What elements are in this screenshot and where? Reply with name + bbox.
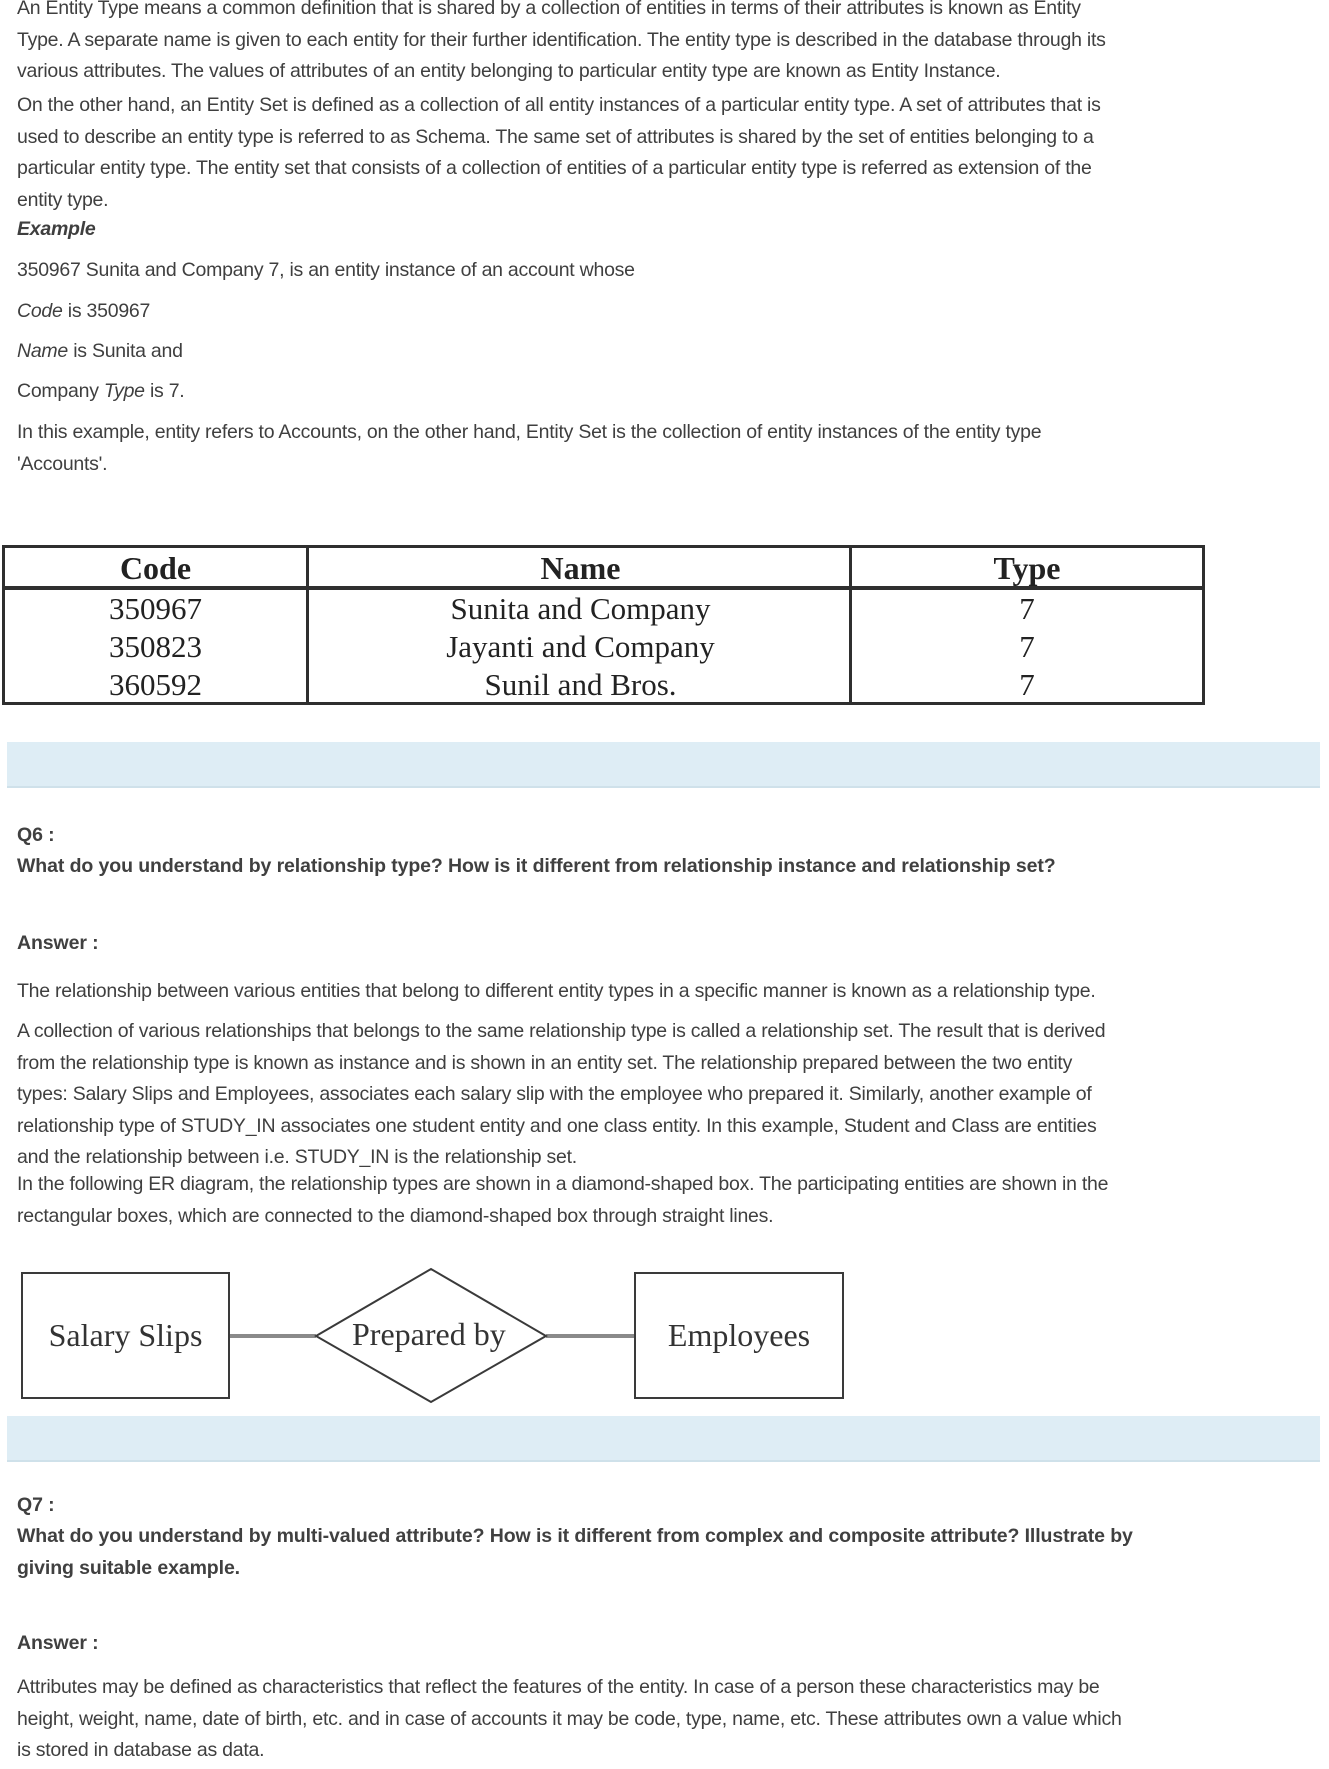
question-7-label: Q7 :: [17, 1494, 55, 1516]
table-cell: 7: [1019, 667, 1035, 702]
column-header-code: Code: [5, 548, 306, 590]
entity-label: Salary Slips: [48, 1317, 203, 1353]
entity-label: Employees: [667, 1317, 811, 1353]
entity-type-paragraph: [17, 0, 1317, 88]
code-value: is 350967: [62, 300, 151, 322]
answer-6-paragraph-2: [17, 1016, 1317, 1174]
example-line: 350967 Sunita and Company 7, is an entity instance of an account whose: [17, 259, 635, 281]
question-6-text: What do you understand by relationship type? How is it different from relationship instance and relationship set?: [17, 855, 1056, 877]
text-line: Attributes may be defined as characteristics that reflect the features of the entity. In case of a person these characteristics may be: [17, 1676, 1100, 1698]
answer-6-paragraph-3: [17, 1169, 1317, 1232]
type-term: Type: [103, 380, 145, 402]
text-line: In this example, entity refers to Accounts, on the other hand, Entity Set is the collection of entity instances of the entity type: [17, 421, 1042, 443]
table-cell: 350967: [109, 591, 202, 626]
text-line: various attributes. The values of attributes of an entity belonging to particular entity type are known as Entity Instance.: [17, 60, 1001, 82]
question-6-label: Q6 :: [17, 824, 55, 846]
text-line: particular entity type. The entity set that consists of a collection of entities of a particular entity type is referred as extension of the: [17, 157, 1092, 179]
name-line: [17, 336, 1317, 368]
answer-6-paragraph-1: The relationship between various entities that belong to different entity types in a specific manner is known as a relationship type.: [17, 980, 1096, 1002]
table-cell: 7: [1019, 629, 1035, 664]
text-line: and the relationship between i.e. STUDY_IN is the relationship set.: [17, 1146, 577, 1168]
text-line: An Entity Type means a common definition that is shared by a collection of entities in terms of their attributes is known as Entity: [17, 0, 1081, 19]
table-cell: 360592: [109, 667, 202, 702]
accounts-table: [2, 545, 1205, 705]
text-line: giving suitable example.: [17, 1556, 241, 1579]
relationship-label: Prepared by: [352, 1316, 506, 1352]
answer-7-label: Answer :: [17, 1632, 99, 1654]
table-cell: 7: [1019, 591, 1035, 626]
text-line: Type. A separate name is given to each entity for their further identification. The entity type is described in the database through its: [17, 28, 1106, 51]
text-line: relationship type of STUDY_IN associates one student entity and one class entity. In this example, Student and Class are entities: [17, 1114, 1097, 1137]
text-line: entity type.: [17, 188, 109, 211]
name-value: is Sunita and: [68, 340, 183, 362]
entity-set-paragraph: [17, 90, 1317, 216]
text-line: On the other hand, an Entity Set is defined as a collection of all entity instances of a particular entity type. A set of attributes that is: [17, 94, 1101, 116]
table-cell: Jayanti and Company: [446, 629, 715, 664]
answer-7-paragraph-1: [17, 1672, 1317, 1767]
entity-box-employees: [634, 1272, 844, 1399]
type-value: is 7.: [144, 380, 185, 402]
text-line: types: Salary Slips and Employees, associates each salary slip with the employee who prepared it. Similarly, another example of: [17, 1083, 1092, 1105]
er-diagram: [0, 1262, 860, 1407]
code-column: [5, 548, 306, 702]
text-line: A collection of various relationships that belongs to the same relationship type is called a relationship set. The result that is derived: [17, 1020, 1106, 1042]
answer-6-label: Answer :: [17, 932, 99, 954]
section-separator-band: [7, 1416, 1320, 1462]
column-header-name: Name: [309, 548, 852, 590]
table-cell: Sunil and Bros.: [484, 667, 677, 702]
text-line: What do you understand by multi-valued attribute? How is it different from complex and composite attribute? Illustrate by: [17, 1525, 1133, 1547]
name-column: [306, 548, 852, 702]
name-term: Name: [17, 340, 69, 362]
entity-box-salary-slips: [21, 1272, 230, 1399]
text-line: is stored in database as data.: [17, 1739, 265, 1761]
example-heading: Example: [17, 218, 96, 240]
column-header-type: Type: [852, 548, 1202, 590]
code-term: Code: [17, 300, 63, 322]
text-line: height, weight, name, date of birth, etc. and in case of accounts it may be code, type, name, etc. These attributes own a value which: [17, 1707, 1122, 1730]
type-column: [849, 548, 1202, 702]
example-summary: [17, 417, 1317, 480]
text-line: In the following ER diagram, the relationship types are shown in a diamond-shaped box. The participating entities are shown in the: [17, 1173, 1109, 1195]
type-line: [17, 376, 1317, 408]
text-line: used to describe an entity type is referred to as Schema. The same set of attributes is shared by the set of entities belonging to a: [17, 125, 1094, 148]
code-line: [17, 296, 1317, 328]
text-line: rectangular boxes, which are connected to the diamond-shaped box through straight lines.: [17, 1204, 774, 1227]
table-cell: Sunita and Company: [450, 591, 711, 626]
text-line: from the relationship type is known as instance and is shown in an entity set. The relationship prepared between the two entity: [17, 1051, 1073, 1074]
type-prefix: Company: [17, 380, 104, 402]
table-cell: 350823: [109, 629, 202, 664]
section-separator-band: [7, 742, 1320, 788]
question-7-text: [17, 1521, 1133, 1584]
text-line: 'Accounts'.: [17, 452, 108, 475]
